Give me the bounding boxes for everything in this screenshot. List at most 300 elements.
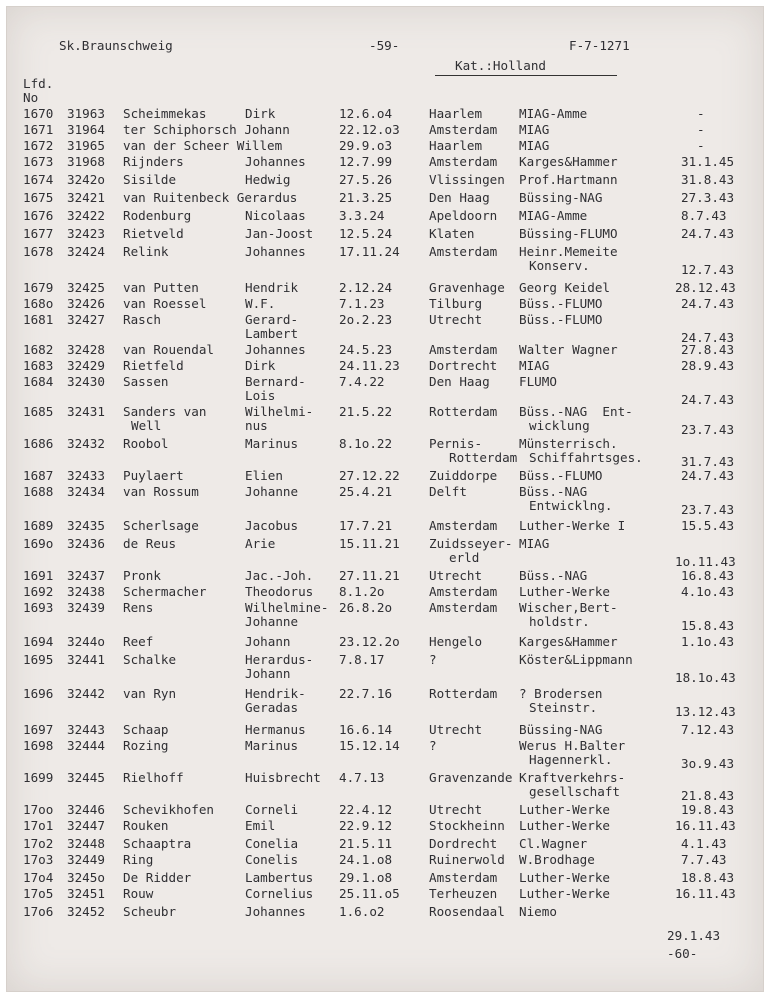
cell-lfd: 1671 [23,122,54,137]
cell-end-date: - [697,106,705,121]
cell-lfd: 1688 [23,484,54,499]
cell-employer: Köster&Lippmann [519,652,633,667]
cell-firstname-cont: Geradas [245,700,299,715]
cell-birthplace: Rotterdam [429,404,498,419]
cell-surname: de Reus [123,536,177,551]
category-underline [435,75,617,76]
cell-birthdate: 23.12.2o [339,634,400,649]
cell-firstname: Elien [245,468,283,483]
cell-surname: Rozing [123,738,169,753]
cell-surname: Pronk [123,568,161,583]
cell-number: 32442 [67,686,105,701]
cell-number: 32443 [67,722,105,737]
cell-surname: Rouw [123,886,154,901]
cell-firstname: Marinus [245,738,299,753]
cell-surname: Rens [123,600,154,615]
cell-employer: Wischer,Bert- [519,600,618,615]
cell-surname: De Ridder [123,870,192,885]
cell-birthplace: Terheuzen [429,886,498,901]
cell-firstname: Cornelius [245,886,314,901]
cell-birthplace: ? [429,738,437,753]
cell-firstname-cont: nus [245,418,268,433]
cell-firstname: Corneli [245,802,299,817]
cell-surname: van Ryn [123,686,177,701]
cell-end-date: 28.9.43 [681,358,735,373]
cell-surname: van Roessel [123,296,207,311]
cell-birthplace: Den Haag [429,190,490,205]
cell-employer: Heinr.Memeite [519,244,618,259]
cell-firstname: Johanne [245,484,299,499]
cell-number: 32426 [67,296,105,311]
cell-employer: MIAG [519,138,550,153]
cell-lfd: 17o4 [23,870,54,885]
cell-employer: Luther-Werke [519,584,610,599]
cell-number: 32432 [67,436,105,451]
cell-birthplace: Amsterdam [429,244,498,259]
cell-lfd: 17o1 [23,818,54,833]
cell-end-date: 8.7.43 [681,208,727,223]
cell-number: 31968 [67,154,105,169]
cell-birthplace: Amsterdam [429,584,498,599]
cell-surname: Schevikhofen [123,802,214,817]
cell-lfd: 1692 [23,584,54,599]
cell-lfd: 1698 [23,738,54,753]
cell-birthdate: 2o.2.23 [339,312,393,327]
cell-birthplace: ? [429,652,437,667]
cell-lfd: 1670 [23,106,54,121]
cell-number: 32448 [67,836,105,851]
cell-lfd: 1673 [23,154,54,169]
cell-birthdate: 27.5.26 [339,172,393,187]
cell-lfd: 1687 [23,468,54,483]
cell-employer: Werus H.Balter [519,738,626,753]
cell-firstname: Hendrik [245,280,299,295]
cell-firstname: Lambertus [245,870,314,885]
cell-birthplace: Stockheinn [429,818,505,833]
cell-end-date: 7.7.43 [681,852,727,867]
cell-number: 32452 [67,904,105,919]
cell-surname: Ring [123,852,154,867]
cell-end-date: 31.8.43 [681,172,735,187]
cell-birthplace: Dordrecht [429,836,498,851]
cell-end-date: 7.12.43 [681,722,735,737]
cell-employer: Büssing-FLUMO [519,226,618,241]
cell-end-date: 15.5.43 [681,518,735,533]
cell-surname: Scherlsage [123,518,199,533]
cell-birthplace: Haarlem [429,106,483,121]
cell-birthdate: 2.12.24 [339,280,393,295]
cell-number: 32427 [67,312,105,327]
cell-firstname: Jan-Joost [245,226,314,241]
cell-employer: MIAG-Amme [519,106,588,121]
cell-number: 32437 [67,568,105,583]
cell-firstname: Conelis [245,852,299,867]
cell-number: 32435 [67,518,105,533]
cell-birthdate: 1.6.o2 [339,904,385,919]
cell-employer: Karges&Hammer [519,634,618,649]
cell-firstname: Nicolaas [245,208,306,223]
cell-surname: Rijnders [123,154,184,169]
cell-employer: Büss.-FLUMO [519,468,603,483]
cell-birthplace: Ruinerwold [429,852,505,867]
cell-end-date: 4.1o.43 [681,584,735,599]
cell-number: 32433 [67,468,105,483]
cell-employer: Cl.Wagner [519,836,588,851]
cell-number: 32430 [67,374,105,389]
cell-employer: Prof.Hartmann [519,172,618,187]
cell-number: 3244o [67,634,105,649]
cell-firstname: Wilhelmine- [245,600,329,615]
cell-birthplace: Amsterdam [429,600,498,615]
cell-birthplace: Rotterdam [429,686,498,701]
cell-firstname: Hedwig [245,172,291,187]
cell-employer: Luther-Werke [519,886,610,901]
cell-end-date: 13.12.43 [675,704,736,719]
cell-birthdate: 22.7.16 [339,686,393,701]
cell-birthdate: 29.1.o8 [339,870,393,885]
cell-number: 32424 [67,244,105,259]
cell-employer: Walter Wagner [519,342,618,357]
cell-surname: Schalke [123,652,177,667]
cell-birthdate: 4.7.13 [339,770,385,785]
cell-lfd: 1676 [23,208,54,223]
cell-surname: Rietveld [123,226,184,241]
cell-lfd: 1679 [23,280,54,295]
cell-birthdate: 26.8.2o [339,600,393,615]
cell-firstname-cont: Johann [245,666,291,681]
cell-surname: van Rossum [123,484,199,499]
cell-lfd: 1699 [23,770,54,785]
cell-employer: Karges&Hammer [519,154,618,169]
cell-birthdate: 12.7.99 [339,154,393,169]
cell-birthdate: 22.9.12 [339,818,393,833]
cell-lfd: 1691 [23,568,54,583]
cell-employer: Luther-Werke I [519,518,626,533]
cell-lfd: 1675 [23,190,54,205]
cell-end-date: 24.7.43 [681,468,735,483]
cell-number: 32446 [67,802,105,817]
cell-surname: van Ruitenbeck Gerardus [123,190,298,205]
cell-employer: Büss.-NAG [519,568,588,583]
cell-firstname: Dirk [245,358,276,373]
cell-firstname: Johannes [245,154,306,169]
cell-employer: Luther-Werke [519,870,610,885]
cell-lfd: 169o [23,536,54,551]
cell-firstname: Marinus [245,436,299,451]
cell-birthplace: Klaten [429,226,475,241]
cell-surname: Puylaert [123,468,184,483]
cell-firstname: Arie [245,536,276,551]
cell-end-date: 29.1.43 [667,928,721,943]
cell-end-date: 21.8.43 [681,788,735,803]
cell-employer-cont: Schiffahrtsges. [529,450,643,465]
cell-firstname: Theodorus [245,584,314,599]
reference-code: F-7-1271 [569,38,630,53]
cell-firstname: Johannes [245,244,306,259]
cell-lfd: 1697 [23,722,54,737]
cell-number: 32429 [67,358,105,373]
cell-birthplace: Zuidsseyer- [429,536,513,551]
cell-birthplace: Haarlem [429,138,483,153]
cell-end-date: 27.3.43 [681,190,735,205]
cell-end-date: 24.7.43 [681,226,735,241]
cell-end-date: 15.8.43 [681,618,735,633]
cell-employer: MIAG [519,358,550,373]
cell-birthdate: 15.12.14 [339,738,400,753]
cell-number: 3242o [67,172,105,187]
cell-lfd: 1678 [23,244,54,259]
cell-birthplace: Utrecht [429,312,483,327]
cell-end-date: 27.8.43 [681,342,735,357]
cell-number: 32436 [67,536,105,551]
cell-employer: Büssing-NAG [519,722,603,737]
cell-employer: Georg Keidel [519,280,610,295]
cell-birthplace: Amsterdam [429,342,498,357]
cell-surname: Sanders van [123,404,207,419]
cell-birthplace: Utrecht [429,802,483,817]
cell-number: 32422 [67,208,105,223]
cell-birthplace: Roosendaal [429,904,505,919]
cell-number: 32441 [67,652,105,667]
cell-birthdate: 25.4.21 [339,484,393,499]
cell-end-date: 24.7.43 [681,330,735,345]
cell-lfd: 168o [23,296,54,311]
footer-page-number: -60- [667,946,698,961]
cell-firstname: Dirk [245,106,276,121]
cell-employer: Büss.-FLUMO [519,312,603,327]
cell-surname: Rouken [123,818,169,833]
cell-firstname: Jacobus [245,518,299,533]
cell-lfd: 1677 [23,226,54,241]
cell-firstname: Bernard- [245,374,306,389]
cell-number: 31964 [67,122,105,137]
cell-firstname: Emil [245,818,276,833]
cell-lfd: 1683 [23,358,54,373]
cell-end-date: - [697,138,705,153]
cell-firstname: Jac.-Joh. [245,568,314,583]
cell-employer: Büss.-FLUMO [519,296,603,311]
cell-employer: Büssing-NAG [519,190,603,205]
cell-end-date: 31.1.45 [681,154,735,169]
cell-lfd: 17o2 [23,836,54,851]
cell-number: 32447 [67,818,105,833]
cell-surname: Rielhoff [123,770,184,785]
cell-employer: Luther-Werke [519,802,610,817]
cell-surname: Sisilde [123,172,177,187]
cell-number: 32431 [67,404,105,419]
cell-end-date: 24.7.43 [681,392,735,407]
cell-surname: Relink [123,244,169,259]
cell-firstname: W.F. [245,296,276,311]
cell-firstname: Johannes [245,342,306,357]
cell-number: 32421 [67,190,105,205]
cell-birthdate: 22.12.o3 [339,122,400,137]
cell-lfd: 1682 [23,342,54,357]
cell-lfd: 1674 [23,172,54,187]
cell-number: 31963 [67,106,105,121]
cell-number: 32451 [67,886,105,901]
cell-employer: MIAG-Amme [519,208,588,223]
cell-birthplace: Amsterdam [429,122,498,137]
cell-firstname-cont: Lambert [245,326,299,341]
cell-firstname-cont: Lois [245,388,276,403]
cell-lfd: 1686 [23,436,54,451]
cell-employer-cont: wicklung [529,418,590,433]
cell-surname: van Rouendal [123,342,214,357]
cell-birthplace: Den Haag [429,374,490,389]
cell-number: 32434 [67,484,105,499]
cell-lfd: 1694 [23,634,54,649]
cell-lfd: 1696 [23,686,54,701]
cell-birthplace: Pernis- [429,436,483,451]
cell-firstname: Wilhelmi- [245,404,314,419]
cell-employer-cont: gesellschaft [529,784,620,799]
cell-surname: Schaaptra [123,836,192,851]
cell-lfd: 17o6 [23,904,54,919]
cell-end-date: 18.1o.43 [675,670,736,685]
cell-birthdate: 24.11.23 [339,358,400,373]
cell-birthdate: 17.11.24 [339,244,400,259]
cell-end-date: 1o.11.43 [675,554,736,569]
cell-end-date: 31.7.43 [681,454,735,469]
cell-surname: Rodenburg [123,208,192,223]
cell-lfd: 1689 [23,518,54,533]
cell-end-date: 12.7.43 [681,262,735,277]
cell-birthdate: 27.11.21 [339,568,400,583]
cell-birthplace: Gravenhage [429,280,505,295]
cell-birthplace-cont: Rotterdam [449,450,518,465]
cell-birthdate: 15.11.21 [339,536,400,551]
cell-birthplace: Gravenzande [429,770,513,785]
cell-birthplace: Zuiddorpe [429,468,498,483]
cell-lfd: 17oo [23,802,54,817]
cell-birthdate: 12.5.24 [339,226,393,241]
cell-employer: MIAG [519,536,550,551]
cell-employer: MIAG [519,122,550,137]
cell-firstname: Hermanus [245,722,306,737]
cell-end-date: 23.7.43 [681,502,735,517]
cell-employer: Niemo [519,904,557,919]
cell-firstname-cont: Johanne [245,614,299,629]
cell-employer: Kraftverkehrs- [519,770,626,785]
cell-end-date: 28.12.43 [675,280,736,295]
cell-number: 32438 [67,584,105,599]
cell-surname: Reef [123,634,154,649]
cell-birthplace: Vlissingen [429,172,505,187]
cell-birthdate: 8.1o.22 [339,436,393,451]
cell-number: 32444 [67,738,105,753]
cell-lfd: 1672 [23,138,54,153]
cell-firstname: Huisbrecht [245,770,321,785]
cell-birthdate: 29.9.o3 [339,138,393,153]
cell-firstname: Conelia [245,836,299,851]
cell-number: 32423 [67,226,105,241]
cell-end-date: 4.1.43 [681,836,727,851]
cell-employer-cont: Entwicklng. [529,498,613,513]
cell-employer: Luther-Werke [519,818,610,833]
cell-birthdate: 12.6.o4 [339,106,393,121]
cell-birthplace: Amsterdam [429,518,498,533]
cell-surname-cont: Well [131,418,162,433]
cell-firstname: Johann [245,634,291,649]
header-left: Sk.Braunschweig [59,38,173,53]
cell-surname: Roobol [123,436,169,451]
cell-birthdate: 25.11.o5 [339,886,400,901]
cell-birthplace: Dortrecht [429,358,498,373]
cell-lfd: 1685 [23,404,54,419]
cell-birthdate: 21.3.25 [339,190,393,205]
cell-lfd: 1684 [23,374,54,389]
cell-surname: Sassen [123,374,169,389]
cell-birthdate: 24.1.o8 [339,852,393,867]
cell-birthplace: Amsterdam [429,870,498,885]
cell-number: 31965 [67,138,105,153]
cell-birthdate: 7.4.22 [339,374,385,389]
cell-employer-cont: holdstr. [529,614,590,629]
cell-birthplace: Utrecht [429,568,483,583]
cell-end-date: - [697,122,705,137]
cell-end-date: 24.7.43 [681,296,735,311]
cell-birthplace: Delft [429,484,467,499]
cell-lfd: 1695 [23,652,54,667]
cell-firstname: Herardus- [245,652,314,667]
cell-employer-cont: Hagennerkl. [529,752,613,767]
cell-end-date: 3o.9.43 [681,756,735,771]
no-label: No [23,90,39,105]
cell-birthdate: 27.12.22 [339,468,400,483]
cell-employer: Büss.-NAG [519,484,588,499]
cell-birthdate: 24.5.23 [339,342,393,357]
cell-surname: ter Schiphorsch Johann [123,122,290,137]
cell-employer: Münsterrisch. [519,436,618,451]
cell-lfd: 17o3 [23,852,54,867]
cell-lfd: 1681 [23,312,54,327]
cell-number: 32439 [67,600,105,615]
cell-birthdate: 7.1.23 [339,296,385,311]
page-number: -59- [369,38,400,53]
cell-birthplace: Apeldoorn [429,208,498,223]
cell-employer: FLUMO [519,374,557,389]
cell-birthplace: Utrecht [429,722,483,737]
cell-number: 32428 [67,342,105,357]
cell-birthdate: 7.8.17 [339,652,385,667]
cell-employer: Büss.-NAG Ent- [519,404,633,419]
cell-firstname: Johannes [245,904,306,919]
cell-employer-cont: Steinstr. [529,700,598,715]
cell-end-date: 16.8.43 [681,568,735,583]
cell-firstname: Hendrik- [245,686,306,701]
cell-lfd: 17o5 [23,886,54,901]
cell-employer-cont: Konserv. [529,258,590,273]
cell-end-date: 1.1o.43 [681,634,735,649]
cell-birthdate: 17.7.21 [339,518,393,533]
cell-surname: Rasch [123,312,161,327]
cell-birthdate: 3.3.24 [339,208,385,223]
cell-end-date: 19.8.43 [681,802,735,817]
document-page [6,6,764,992]
cell-birthdate: 16.6.14 [339,722,393,737]
cell-number: 32449 [67,852,105,867]
cell-employer: W.Brodhage [519,852,595,867]
cell-surname: Schaap [123,722,169,737]
cell-surname: Scheubr [123,904,177,919]
cell-birthplace: Hengelo [429,634,483,649]
cell-end-date: 23.7.43 [681,422,735,437]
cell-birthdate: 22.4.12 [339,802,393,817]
lfd-label: Lfd. [23,76,54,91]
cell-birthdate: 21.5.22 [339,404,393,419]
cell-employer: ? Brodersen [519,686,603,701]
